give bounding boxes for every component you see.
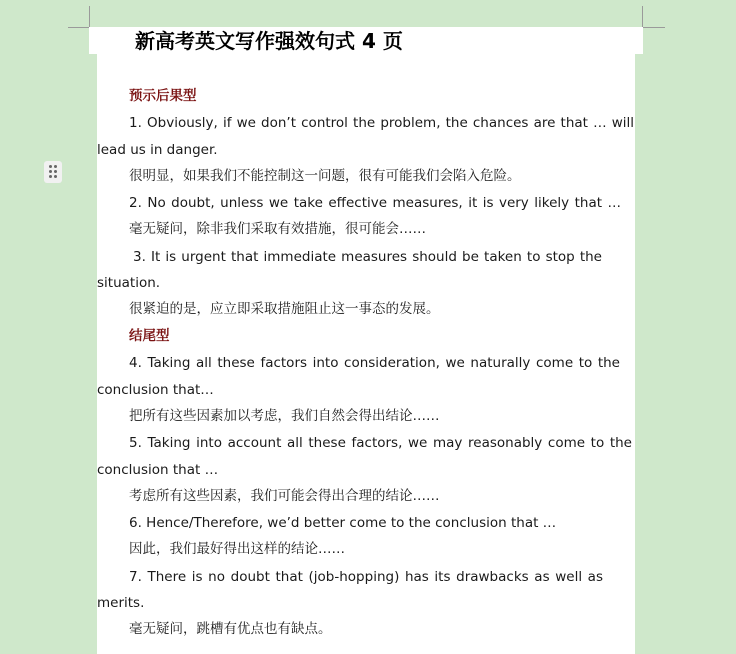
sentence-line: situation. (97, 275, 161, 291)
sentence-line: merits. (97, 595, 145, 611)
sentence-line: conclusion that… (97, 382, 214, 398)
translation-line: 把所有这些因素加以考虑，我们自然会得出结论…… (129, 408, 440, 424)
translation-line: 很紧迫的是，应立即采取措施阻止这一事态的发展。 (129, 301, 440, 317)
drag-handle-icon[interactable] (44, 161, 62, 183)
sentence-line: 1. Obviously, if we don’t control the problem, the chances are that … will (129, 115, 634, 131)
document-title: 新高考英文写作强效句式 4 页 (135, 29, 403, 53)
translation-line: 考虑所有这些因素，我们可能会得出合理的结论…… (129, 488, 440, 504)
sentence-line: conclusion that … (97, 462, 219, 478)
crop-mark-right-vertical (642, 6, 643, 27)
sentence-line: 6. Hence/Therefore, we’d better come to the conclusion that … (129, 515, 557, 531)
crop-mark-left-horizontal (68, 27, 89, 28)
section-heading: 预示后果型 (129, 88, 197, 104)
sentence-line: lead us in danger. (97, 142, 218, 158)
sentence-line: 7. There is no doubt that (job-hopping) has its drawbacks as well as (129, 569, 603, 585)
section-heading: 结尾型 (129, 328, 170, 344)
translation-line: 毫无疑问，除非我们采取有效措施，很可能会…… (129, 221, 426, 237)
crop-mark-right-horizontal (643, 27, 665, 28)
sentence-line: 4. Taking all these factors into consideration, we naturally come to the (129, 355, 620, 371)
translation-line: 很明显，如果我们不能控制这一问题，很有可能我们会陷入危险。 (129, 168, 521, 184)
sentence-line: 3. It is urgent that immediate measures should be taken to stop the (133, 249, 602, 265)
translation-line: 毫无疑问，跳槽有优点也有缺点。 (129, 621, 332, 637)
crop-mark-left-vertical (89, 6, 90, 27)
sentence-line: 5. Taking into account all these factors, we may reasonably come to the (129, 435, 632, 451)
sentence-line: 2. No doubt, unless we take effective measures, it is very likely that … (129, 195, 621, 211)
translation-line: 因此，我们最好得出这样的结论…… (129, 541, 345, 557)
